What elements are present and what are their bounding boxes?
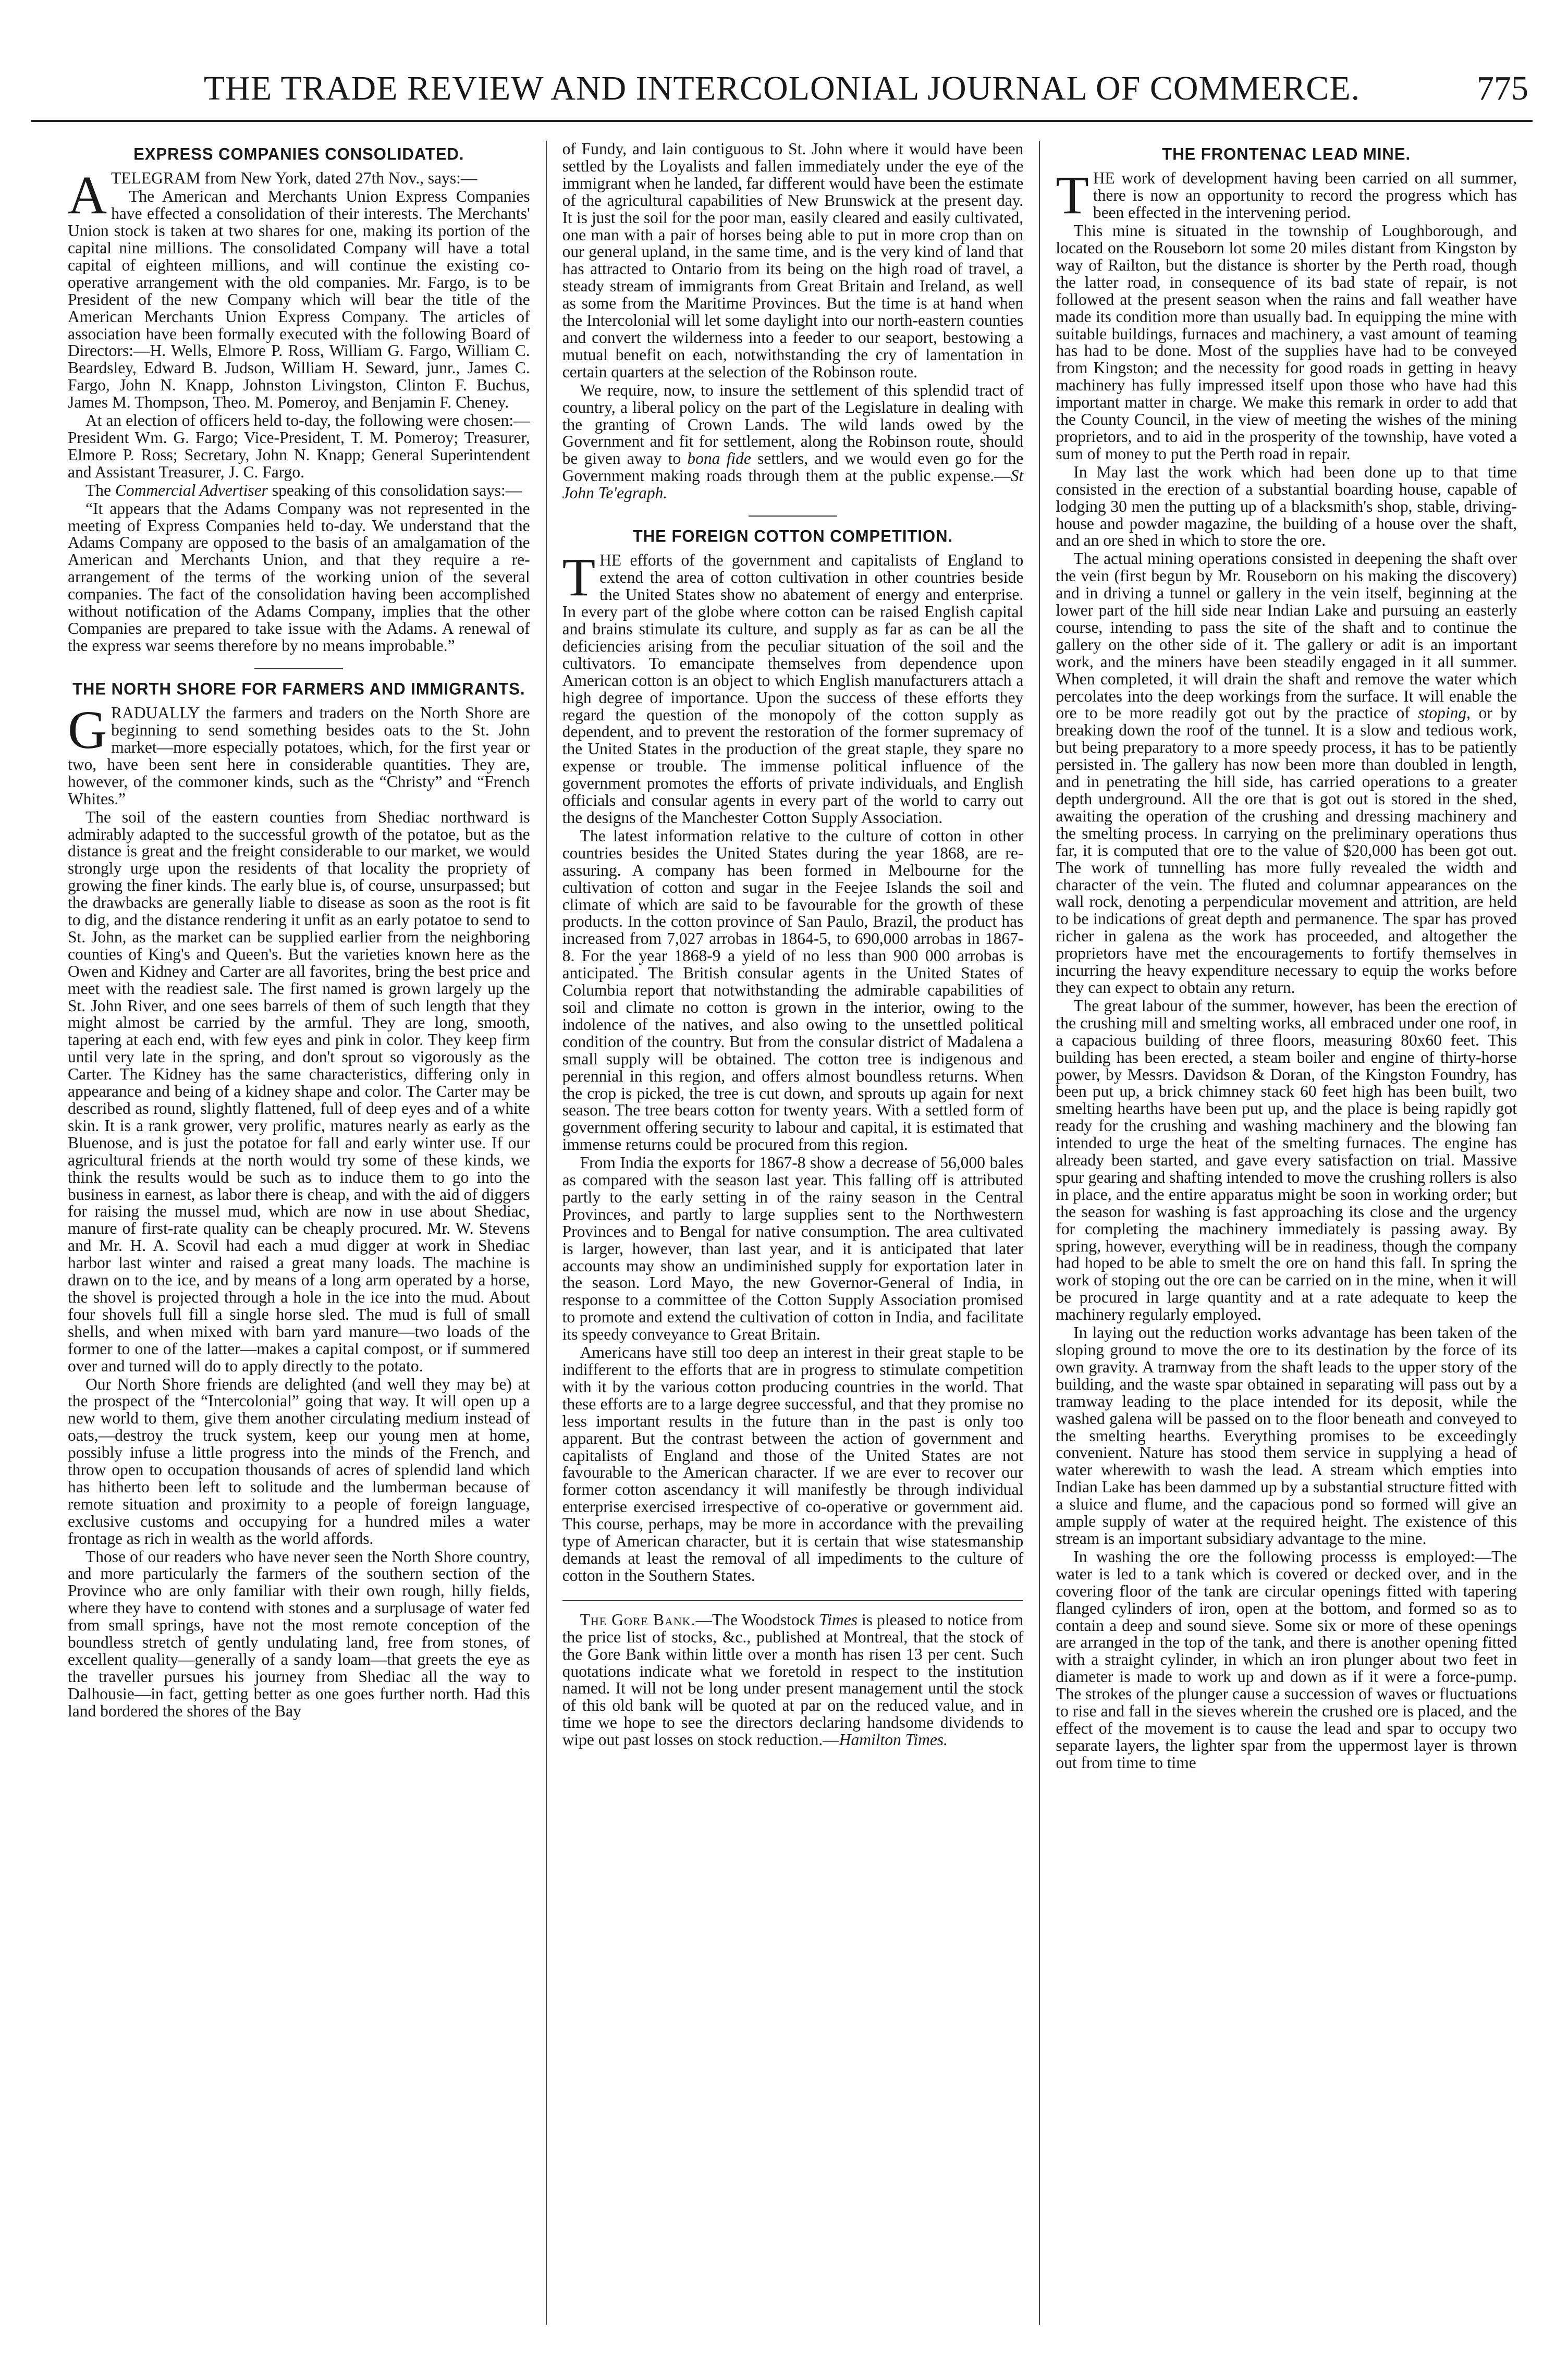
drop-cap: T <box>562 547 596 608</box>
italic-text: bona fide <box>687 449 751 468</box>
article-heading-north-shore: THE NORTH SHORE FOR FARMERS AND IMMIGRANTS. <box>72 679 525 698</box>
text-run: speaking of this consolidation says:— <box>267 481 522 499</box>
paragraph: The latest information relative to the culture of cotton in other countries besides the United States during the year 1868, are re-assuring. A company has been formed in Melbourne for the cultivation of cotton and sugar in the Feejee Islands the soil and climate of which are said to be favourable for the growth of these products. In the cotton province of San Paulo, Brazil, the product has increased from 7,027 arrobas in 1864-5, to 690,000 arrobas in 1867-8. For the year 1868-9 a yield of no less than 900 000 arrobas is anticipated. The British consular agents in the United States of Columbia report that notwithstanding the admirable capabilities of soil and climate no cotton is grown in the interior, owing to the indolence of the natives, and also owing to the unsettled political condition of the country. But from the consular district of Madalena a small supply will be obtained. The cotton tree is indigenous and perennial in this region, and offers almost boundless returns. When the crop is picked, the tree is cut down, and sprouts up again for next season. The tree bears cotton for twenty years. With a settled form of government offering security to labour and capital, it is estimated that immense returns could be procured from this region. <box>562 826 1024 1154</box>
drop-cap: A <box>68 165 107 226</box>
column-2 <box>546 141 1039 2325</box>
paragraph: From India the exports for 1867-8 show a decrease of 56,000 bales as compared with the season last year. This falling off is attributed partly to the early setting in of the rainy season in the Central Provinces, and partly to large supplies sent to the Northwestern Provinces and to Bengal for native consumption. The area cultivated is larger, however, than last year, and it is anticipated that later accounts may show an undiminished supply for exportation later in the season. Lord Mayo, the new Governor-General of India, in response to a committee of the Cotton Supply Association promised to promote and extend the cultivation of cotton in India, and facilitate its speedy conveyance to Great Britain. <box>562 1154 1024 1344</box>
column-1 <box>52 141 546 2325</box>
article-heading-express: EXPRESS COMPANIES CONSOLIDATED. <box>133 144 464 164</box>
section-divider <box>562 1600 1024 1601</box>
paragraph: The soil of the eastern counties from Shediac northward is admirably adapted to the successful growth of the potatoe, but as the distance is great and the freight considerable to our market, we would strongly urge upon the residents of that locality the propriety of growing the finer kinds. The early blue is, of course, unsurpassed; but the drawbacks are generally liable to disease as soon as the root is fit to dig, and the distance rendering it unfit as an early potatoe to send to St. John, as the market can be supplied earlier from the neighboring counties of King's and Queen's. But the varieties known here as the Owen and Kidney and Carter are all favorites, bring the best price and meet with the readiest sale. The first named is grown largely up the St. John River, and one sees barrels of them of such length that they might almost be carried by the armful. They are long, smooth, tapering at each end, with few eyes and pink in color. They keep firm until very late in the spring, and don't sprout so vigorously as the Carter. The Kidney has the same characteristics, differing only in appearance and being of a kidney shape and color. The Carter may be described as round, slightly flattened, full of deep eyes and of a white skin. It is a rank grower, very prolific, matures nearly as early as the Bluenose, and is just the potatoe for fall and early winter use. If our agricultural friends at the north would try some of these kinds, we think the results would be such as to induce them to go into the business in earnest, as labor there is cheap, and with the aid of diggers for raising the mussel mud, which are now in use about Shediac, manure of first-rate quality can be cheaply procured. Mr. W. Stevens and Mr. H. A. Scovil had each a mud digger at work in Shediac harbor last winter and raised a great many loads. The machine is drawn on to the ice, and by means of a long arm operated by a horse, the shovel is projected through a hole in the ice into the mud. About four shovels full fill a single horse sled. The mud is full of small shells, and when mixed with barn yard manure—two loads of the former to one of the latter—makes a capital compost, or if summered over and turned will do to apply directly to the potato. <box>68 807 530 1375</box>
newspaper-page <box>31 63 1533 2325</box>
italic-text: Commercial Advertiser <box>115 481 268 499</box>
text-run: , or by breaking down the roof of the tunnel. It is a slow and tedious work, but being preparatory to a more speedy process, it has to be patiently persisted in. The gallery has now been more than doubled in length, and in penetrating the hill side, has carried operations to a greater depth underground. All the ore that is got out is stored in the shed, awaiting the operation of the crushing and dressing machinery and the smelting process. In carrying on the preliminary operations thus far, it is computed that ore to the value of $20,000 has been got out. The work of tunnelling has more fully revealed the width and character of the vein. The fluted and columnar appearances on the wall rock, denoting a perpendicular movement and attrition, are held to be indications of great depth and permanence. The spar has proved richer in galena as the work has proceeded, and altogether the proprietors have met the encouragements to fortify themselves in incurring the heavy expenditure necessary to equip the works before they can expect to obtain any return. <box>1056 704 1517 997</box>
masthead <box>31 63 1533 122</box>
paragraph: This mine is situated in the township of Loughborough, and located on the Rouseborn lot some 20 miles distant from Kingston by way of Railton, but the distance is shorter by the Perth road, though the latter road, in consequence of its bad state of repair, is not followed at the present season when the rains and fall weather have made its condition more than usually bad. In equipping the mine with suitable buildings, furnaces and machinery, a vast amount of teaming has had to be done. Most of the supplies have had to be conveyed from Kingston; and the necessity for good roads in getting in heavy machinery has fully impressed itself upon those who have had this important matter in charge. We make this remark in order to add that the County Council, in the view of meeting the wishes of the mining proprietors, and to aid in the prosperity of the township, have voted a sum of money to put the Perth road in repair. <box>1056 222 1517 463</box>
paragraph <box>562 1612 1024 1749</box>
paragraph: The great labour of the summer, however, has been the erection of the crushing mill and smelting works, all embraced under one roof, in a capacious building of three floors, measuring 80x60 feet. This building has been erected, a steam boiler and engine of thirty-horse power, by Messrs. Davidson & Doran, of the Kingston Foundry, has been put up, a brick chimney stack 60 feet high has been built, two smelting hearths have been put up, and the place is being rapidly got ready for the crushing and washing machinery and the blowing fan intended to urge the heat of the smelting furnaces. The engine has already been started, and gave every satisfaction on trial. Massive spur gearing and shafting intended to move the crushing rollers is also in place, and the entire apparatus might be soon in working order; but the season for washing is fast approaching its close and the urgency for completing the machinery immediately is passing away. By spring, however, everything will be in readiness, though the company had hoped to be able to smelt the ore on hand this fall. In spring the work of stoping out the ore can be carried on in the mine, when it will be procured in large quantity and at a rate adequate to keep the machinery regularly employed. <box>1056 996 1517 1324</box>
drop-cap: T <box>1056 165 1089 226</box>
article-intro <box>562 547 1024 827</box>
paragraph: In May last the work which had been done up to that time consisted in the erection of a substantial boarding house, capable of lodging 30 men the putting up of a blacksmith's shop, stable, driving-house and powder magazine, the building of a house over the shaft, and an ore shed in which to store the ore. <box>1056 462 1517 550</box>
intro-text: TELEGRAM from New York, dated 27th Nov., says:— <box>111 169 477 188</box>
paragraph <box>1056 550 1517 997</box>
article-heading-frontenac: THE FRONTENAC LEAD MINE. <box>1162 144 1411 164</box>
article-intro <box>68 700 530 808</box>
paragraph: of Fundy, and lain contiguous to St. John where it would have been settled by the Loyalists and fallen immediately under the eye of the immigrant when he landed, far different would have been the estimate of the agricultural capabilities of New Brunswick at the present day. It is just the soil for the poor man, easily cleared and easily cultivated, one man with a pair of horses being able to put in more crop than on our general upland, in the same time, and is the very kind of land that has attracted to Ontario from its being on the high road of travel, a steady stream of immigrants from Great Britain and Ireland, as well as some from the Maritime Provinces. But the time is at hand when the Intercolonial will let some daylight into our north-eastern counties and convert the wilderness into a feeder to our seaport, bestowing a mutual benefit on each, notwithstanding the cry of lamentation in certain quarters at the selection of the Robinson route. <box>562 141 1024 381</box>
article-columns <box>52 141 1533 2325</box>
text-run: The <box>85 481 115 499</box>
paragraph: In laying out the reduction works advantage has been taken of the sloping ground to move the ore to its destination by the force of its own gravity. A tramway from the shaft leads to the upper story of the building, and the waste spar obtained in separating will pass out by a tramway leading to the place intended for its deposit, while the washed galena will be passed on to the floor beneath and conveyed to the smelting hearths. Everything promises to be exceedingly convenient. Nature has stood them service in supplying a head of water wherewith to wash the lead. A stream which empties into Indian Lake has been dammed up by a substantial structure fitted with a sluice and flume, and the capacious pond so formed will give an ample supply of water at the required height. The existence of this stream is an important subsidiary advantage to the mine. <box>1056 1323 1517 1548</box>
text-run: We require, now, to insure the settlement of this splendid tract of country, a liberal policy on the part of the Legislature in dealing with the granting of Crown Lands. The wild lands owed by the Government and fit for settlement, along the Robinson route, should be given away to <box>562 381 1024 468</box>
paragraph: Our North Shore friends are delighted (and well they may be) at the prospect of the “Intercolonial” going that way. It will open up a new world to them, give them another circulating medium instead of oats,—destroy the truck system, keep our young men at home, possibly infuse a little progress into the minds of the French, and throw open to occupation thousands of acres of splendid land which has hitherto been left to solitude and the lumberman because of remote situation and proximity to a people of foreign language, exclusive customs and occupying for a hundred miles a water frontage as rich in wealth as the world affords. <box>68 1375 530 1548</box>
item-lead: The Gore Bank. <box>580 1610 696 1629</box>
page-title: THE TRADE REVIEW AND INTERCOLONIAL JOURNAL OF COMMERCE. <box>203 69 1361 107</box>
paragraph <box>562 382 1024 502</box>
paragraph <box>68 482 530 499</box>
page-number: 775 <box>1477 69 1528 107</box>
text-run: settlers, and we would even go for the Government making roads through them at the public expense.— <box>562 449 1024 485</box>
intro-text: HE work of development having been carried on all summer, there is now an opportunity to record the progress which has been effected in the intervening period. <box>1093 169 1517 222</box>
paragraph: Those of our readers who have never seen the North Shore country, and more particularly the farmers of the southern section of the Province who are only familiar with their own rough, hilly fields, where they have to contend with stones and a surplusage of water fed from small springs, have not the most remote conception of the boundless stretch of gently undulating land, free from stones, of excellent quality—generally of a sandy loam—that greets the eye as the traveller pursues his journey from Shediac all the way to Dalhousie—in fact, getting better as one goes further north. Had this land bordered the shores of the Bay <box>68 1547 530 1720</box>
paragraph: The American and Merchants Union Express Companies have effected a consolidation of their interests. The Merchants' Union stock is taken at two shares for one, making its portion of the capital nine millions. The consolidated Company will have a total capital of eighteen millions, and will continue the existing co-operative arrangement with the old companies. Mr. Fargo, is to be President of the new Company which will bear the title of the American Merchants Union Express Company. The articles of association have been formally executed with the following Board of Directors:—H. Wells, Elmore P. Ross, William G. Fargo, William C. Beardsley, Edward B. Judson, William H. Seward, junr., James C. Fargo, John N. Knapp, Johnston Livingston, Clinton F. Buchus, James M. Thompson, Theo. M. Pomeroy, and Benjamin F. Cheney. <box>68 187 530 412</box>
article-intro <box>68 165 530 226</box>
italic-text: stoping <box>1418 704 1467 722</box>
text-run: is pleased to notice from the price list of stocks, &c., published at Montreal, that the stock of the Gore Bank within little over a month has risen 13 per cent. Such quotations indicate what we foretold in respect to the institution named. It will not be long under present management until the stock of this old bank will be quoted at par on the reduced value, and in time we hope to see the directors declaring handsome dividends to wipe out past losses on stock reduction.— <box>562 1610 1024 1749</box>
section-divider <box>749 516 837 517</box>
paragraph: In washing the ore the following processs is employed:—The water is led to a tank which is covered or decked over, and in the covering floor of the tank are circular openings fitted with tapering flanged cylinders of iron, open at the bottom, and formed so as to contain a deep and sound sieve. Some six or more of these openings are arranged in the top of the tank, and there is another opening fitted with a straight cylinder, in which an iron plunger about two feet in diameter is made to work up and down as if it were a force-pump. The strokes of the plunger cause a succession of waves or fluctuations to rise and fall in the sieves wherein the crushed ore is placed, and the effect of the movement is to cause the lead and spar to occupy two separate layers, the lighter spar from the uppermost layer is thrown out from time to time <box>1056 1547 1517 1772</box>
text-run: The actual mining operations consisted in deepening the shaft over the vein (first begun by Mr. Rouseborn on his making the discovery) and in driving a tunnel or gallery in the vein itself, beginning at the lower part of the hill side near Indian Lake and pursuing an easterly course, intending to pass the site of the shaft and to continue the gallery on the other side of it. The gallery or adit is an important work, and the miners have been steadily engaged in it all summer. When completed, it will drain the shaft and remove the water which percolates into the deep workings from the surface. It will enable the ore to be more readily got out by the practice of <box>1056 549 1517 722</box>
article-heading-cotton: THE FOREIGN COTTON COMPETITION. <box>632 526 953 546</box>
paragraph: Americans have still too deep an interest in their great staple to be indifferent to the efforts that are in progress to stimulate competition with it by the various cotton producing countries in the world. That these efforts are to a large degree successful, and that they promise no less important results in the future than in the past is only too apparent. But the contrast between the action of government and capitalists of England and those of the United States are not favourable to the American character. If we are ever to recover our former cotton ascendancy it will manifestly be through individual enterprise exercised irrespective of co-operative or government aid. This course, perhaps, may be more in accordance with the prevailing type of American character, but it is certain that wise statesmanship demands at least the removal of all impediments to the culture of cotton in the Southern States. <box>562 1343 1024 1585</box>
section-divider <box>254 668 343 669</box>
paragraph: “It appears that the Adams Company was not represented in the meeting of Express Companies held to-day. We understand that the Adams Company are opposed to the basis of an amalgamation of the American and Merchants Union, and that they require a re-arrangement of the terms of the working union of the several companies. The fact of the consolidation having been accomplished without notification of the Adams Company, implies that the other Companies are prepared to take issue with the Adams. A renewal of the express war seems therefore by no means improbable.” <box>68 499 530 655</box>
intro-text: RADUALLY the farmers and traders on the North Shore are beginning to send something besides oats to the St. John market—more especially potatoes, which, for the first year or two, have been sent here in considerable quantities. They are, however, of the commoner kinds, such as the “Christy” and “French Whites.” <box>68 704 530 808</box>
paragraph: At an election of officers held to-day, the following were chosen:—President Wm. G. Fargo; Vice-President, T. M. Pomeroy; Treasurer, Elmore P. Ross; Secretary, John N. Knapp; General Superintendent and Assistant Treasurer, J. C. Fargo. <box>68 411 530 481</box>
column-3 <box>1039 141 1533 2325</box>
source-attribution: St John Te'egraph. <box>562 467 1024 502</box>
drop-cap: G <box>68 700 107 760</box>
intro-text: HE efforts of the government and capitalists of England to extend the area of cotton cultivation in other countries beside the United States show no abatement of energy and enterprise. In every part of the globe where cotton can be raised English capital and brains stimulate its culture, and supply as far as can be all the deficiencies arising from the peculiar situation of the soil and the cultivators. To emancipate themselves from dependence upon American cotton is an object to which English manufacturers attach a high degree of importance. Upon the success of these efforts they regard the question of the monopoly of the cotton supply as dependent, and to prevent the restoration of the former supremacy of the United States in the production of the great staple, they spare no expense or trouble. The immense political influence of the government promotes the efforts of private individuals, and English officials and consular agents in every part of the world to carry out the designs of the Manchester Cotton Supply Association. <box>562 551 1024 827</box>
text-run: —The Woodstock <box>695 1610 819 1629</box>
italic-text: Times <box>819 1610 858 1629</box>
article-intro <box>1056 165 1517 226</box>
source-attribution: Hamilton Times. <box>839 1731 948 1749</box>
